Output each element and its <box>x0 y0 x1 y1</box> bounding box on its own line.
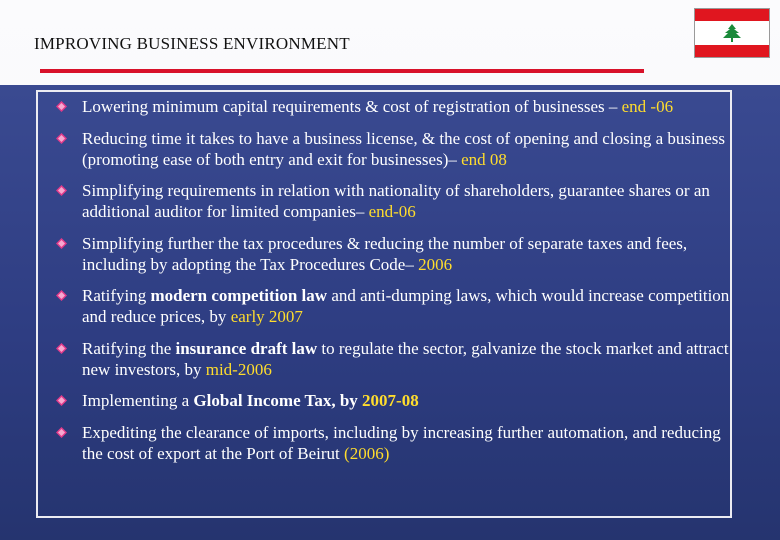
list-item <box>54 422 730 464</box>
page-title: IMPROVING BUSINESS ENVIRONMENT <box>34 34 350 53</box>
deadline: early 2007 <box>230 307 303 326</box>
list-item <box>54 390 730 411</box>
content-box <box>36 90 732 518</box>
diamond-bullet-icon <box>56 427 67 438</box>
deadline: 2007-08 <box>362 391 419 410</box>
bullet-text: Lowering minimum capital requirements & cost of registration of businesses – <box>82 97 622 116</box>
bullet-emphasis: modern competition law <box>150 286 328 305</box>
list-item <box>54 96 730 117</box>
bullet-emphasis: insurance draft law <box>175 338 318 358</box>
list-item <box>54 285 730 327</box>
bullet-text: Simplifying requirements in relation with nationality of shareholders, guarantee shares or an additional auditor for limited companies– <box>82 181 710 221</box>
bullet-prefix: Ratifying <box>82 286 151 305</box>
bullet-text: to regulate the sector, galvanize the stock market and attract new investors, by <box>82 338 729 379</box>
bullet-text: Reducing time it takes to have a business license, & the cost of opening and closing a business (promoting ease of both entry and exit for businesses)– <box>82 128 726 169</box>
list-item <box>54 338 730 380</box>
bullet-prefix: Ratifying the <box>82 338 176 358</box>
diamond-bullet-icon <box>56 395 67 406</box>
diamond-bullet-icon <box>56 185 67 196</box>
deadline: end -06 <box>621 97 674 116</box>
lebanon-flag-icon <box>694 8 770 58</box>
bullet-list <box>54 96 730 474</box>
bullet-text: Expediting the clearance of imports, including by increasing further automation, and reducing the cost of export at the Port of Beirut <box>82 422 721 463</box>
deadline: mid-2006 <box>205 359 272 379</box>
content-panel <box>0 85 780 540</box>
diamond-bullet-icon <box>56 343 67 354</box>
deadline: end-06 <box>368 202 416 221</box>
diamond-bullet-icon <box>56 101 67 112</box>
diamond-bullet-icon <box>56 290 67 301</box>
list-item <box>54 180 730 222</box>
list-item <box>54 233 730 275</box>
bullet-prefix: Implementing a <box>82 391 194 410</box>
bullet-emphasis: Global Income Tax, by <box>193 391 363 410</box>
diamond-bullet-icon <box>56 238 67 249</box>
deadline: (2006) <box>344 443 390 463</box>
title-underline <box>40 69 644 73</box>
bullet-text: and anti-dumping laws, which would increase competition and reduce prices, by <box>82 286 730 326</box>
deadline: 2006 <box>418 254 453 274</box>
deadline: end 08 <box>461 149 507 169</box>
diamond-bullet-icon <box>56 133 67 144</box>
list-item <box>54 128 730 170</box>
bullet-text: Simplifying further the tax procedures & reducing the number of separate taxes and fees, including by adopting the Tax Procedures Code– <box>82 233 688 274</box>
